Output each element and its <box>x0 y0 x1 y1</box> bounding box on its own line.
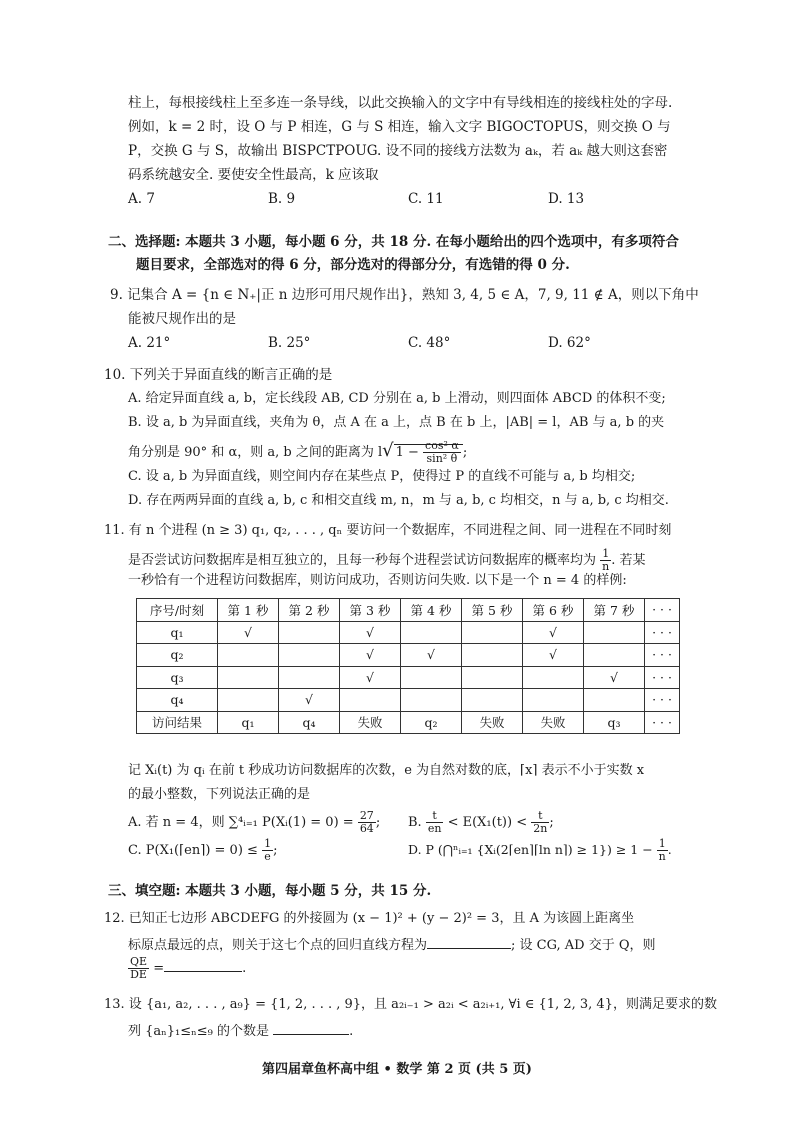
q10-option-d: D. 存在两两异面的直线 a, b, c 和相交直线 m, n，m 与 a, b, c 均相交，n 与 a, b, c 均相交. <box>128 493 669 508</box>
table-header-cell: 第 1 秒 <box>218 599 279 622</box>
table-cell: · · · <box>645 666 680 689</box>
q11-d-end: . <box>667 842 672 857</box>
sqrt-icon: √ <box>382 440 394 461</box>
q11-c-end: ; <box>273 843 278 858</box>
q10-option-b-2 <box>128 440 467 465</box>
q11-b-fraction-1 <box>426 810 444 835</box>
q12-line-2-end: ; 设 CG, AD 交于 Q，则 <box>511 938 656 953</box>
frac-numerator: 27 <box>359 809 374 822</box>
q11-line-2-end: . 若某 <box>611 553 646 568</box>
q11-line-2-text: 是否尝试访问数据库是相互独立的，且每一秒每个进程尝试访问数据库的概率均为 <box>128 553 597 568</box>
q11-line-1: 11. 有 n 个进程 (n ≥ 3) q₁, q₂, . . . , qₙ 要访问一个数据库，不同进程之间、同一进程在不同时刻 <box>104 523 672 538</box>
q9-option-d: D. 62° <box>548 335 591 351</box>
q11-option-b <box>408 810 554 835</box>
q11-b-fraction-2 <box>531 810 549 835</box>
frac-numerator: t <box>426 810 444 823</box>
table-header-row <box>137 599 680 622</box>
frac-denominator: n <box>658 850 666 863</box>
q13-line-1: 13. 设 {a₁, a₂, . . . , a₉} = {1, 2, . . . , 9}，且 a₂ᵢ₋₁ > a₂ᵢ < a₂ᵢ₊₁, ∀i ∈ {1, 2, 3, 4}，则满足要求的数 <box>104 997 717 1012</box>
table-cell: √ <box>218 621 279 644</box>
table-cell: √ <box>584 666 645 689</box>
table-header-cell: 第 3 秒 <box>340 599 401 622</box>
q12-line-2-text: 标原点最远的点，则关于这七个点的回归直线方程为 <box>128 938 428 953</box>
table-cell: q₂ <box>137 644 218 667</box>
q9-option-b: B. 25° <box>268 335 311 351</box>
q12-end: . <box>242 961 247 976</box>
table-cell <box>584 644 645 667</box>
table-cell: q₁ <box>218 711 279 734</box>
table-cell <box>462 644 523 667</box>
prob-fraction <box>600 548 611 573</box>
q11-b-mid: < E(X₁(t)) < <box>447 815 528 830</box>
q8-line-1: 柱上，每根接线柱上至多连一条导线，以此交换输入的文字中有导线相连的接线柱处的字母. <box>128 95 673 111</box>
table-cell: √ <box>523 644 584 667</box>
q11-a-end: ; <box>375 815 381 830</box>
q9-line-1: 9. 记集合 A = {n ∈ N₊|正 n 边形可用尺规作出}，熟知 3, 4, 5 ∈ A，7, 9, 11 ∉ A，则以下角中 <box>110 287 699 303</box>
table-cell: √ <box>523 621 584 644</box>
q8-line-2: 例如，k = 2 时，设 O 与 P 相连，G 与 S 相连，输入文字 BIGOCTOPUS，则交换 O 与 <box>128 119 671 135</box>
frac-denominator: en <box>427 822 442 835</box>
sqrt-prefix: 1 − <box>395 445 419 460</box>
q12-line-2 <box>128 934 656 955</box>
q8-line-4: 码系统越安全. 要使安全性最高，k 应该取 <box>128 167 379 183</box>
frac-denominator: 64 <box>359 822 374 835</box>
frac-numerator: 1 <box>657 838 668 851</box>
q8-line-3: P，交换 G 与 S，故输出 BISPCTPOUG. 设不同的接线方法数为 aₖ，若 aₖ 越大则这套密 <box>128 143 668 159</box>
table-cell <box>279 644 340 667</box>
table-row <box>137 689 680 712</box>
table-header-cell: 第 6 秒 <box>523 599 584 622</box>
section3-heading: 三、填空题: 本题共 3 小题，每小题 5 分，共 15 分. <box>108 883 432 899</box>
table-row <box>137 621 680 644</box>
frac-numerator: t <box>531 810 549 823</box>
table-cell <box>462 689 523 712</box>
table-cell: · · · <box>645 689 680 712</box>
q10-option-b-2-text: 角分别是 90° 和 α，则 a, b 之间的距离为 l <box>128 445 383 460</box>
table-cell <box>584 689 645 712</box>
table-row <box>137 644 680 667</box>
table-header-cell: 第 4 秒 <box>401 599 462 622</box>
q11-b-label: B. <box>408 815 422 830</box>
qe-de-fraction <box>128 956 149 981</box>
section2-heading-1: 二、选择题: 本题共 3 小题，每小题 6 分，共 18 分. 在每小题给出的四个选项中，有多项符合 <box>108 234 679 250</box>
q12-equals: = <box>153 961 165 976</box>
table-cell: q₄ <box>137 689 218 712</box>
q11-line-2 <box>128 548 646 573</box>
table-cell <box>462 666 523 689</box>
table-header-cell: 第 2 秒 <box>279 599 340 622</box>
q9-line-2: 能被尺规作出的是 <box>128 311 236 327</box>
q11-line-3: 一秒恰有一个进程访问数据库，则访问成功，否则访问失败. 以下是一个 n = 4 的样例: <box>128 573 627 588</box>
q9-option-a: A. 21° <box>128 335 171 351</box>
table-cell <box>218 644 279 667</box>
q11-option-d <box>408 838 672 863</box>
q12-line-3 <box>128 956 246 981</box>
cos-sin-fraction <box>423 440 461 465</box>
q8-option-a: A. 7 <box>128 191 155 207</box>
table-cell <box>218 666 279 689</box>
table-cell <box>279 621 340 644</box>
q10-option-a: A. 给定异面直线 a, b，定长线段 AB, CD 分别在 a, b 上滑动，则四面体 ABCD 的体积不变; <box>128 391 666 406</box>
frac-denominator: DE <box>130 968 147 981</box>
table-cell <box>279 666 340 689</box>
frac-numerator: 1 <box>600 548 611 561</box>
answer-blank[interactable] <box>164 957 242 972</box>
q11-option-a <box>128 810 380 835</box>
table-cell: · · · <box>645 711 680 734</box>
q11-after-2: 的最小整数，下列说法正确的是 <box>128 787 311 802</box>
q8-option-c: C. 11 <box>408 191 444 207</box>
table-cell <box>218 689 279 712</box>
table-cell: √ <box>340 666 401 689</box>
table-header-cell: 第 5 秒 <box>462 599 523 622</box>
frac-denominator: sin² θ <box>426 452 458 465</box>
q11-a-text: A. 若 n = 4，则 ∑⁴ᵢ₌₁ P(Xᵢ(1) = 0) = <box>128 815 354 830</box>
q10-option-b-1: B. 设 a, b 为异面直线，夹角为 θ，点 A 在 a 上，点 B 在 b 上，|AB| = l，AB 与 a, b 的夹 <box>128 415 665 430</box>
table-row <box>137 711 680 734</box>
table-cell <box>401 666 462 689</box>
q11-d-fraction <box>657 838 668 863</box>
table-cell: √ <box>401 644 462 667</box>
answer-blank[interactable] <box>273 1020 349 1035</box>
table-row <box>137 666 680 689</box>
table-cell: 失败 <box>340 711 401 734</box>
q10-b-end: ; <box>462 445 468 460</box>
sqrt-body <box>394 439 463 465</box>
table-cell: q₄ <box>279 711 340 734</box>
q11-b-end: ; <box>549 815 554 830</box>
q11-a-fraction <box>358 810 376 835</box>
table-cell <box>340 689 401 712</box>
frac-numerator: 1 <box>264 837 272 850</box>
table-cell <box>462 621 523 644</box>
q8-option-b: B. 9 <box>268 191 296 207</box>
q10-stem: 10. 下列关于异面直线的断言正确的是 <box>104 367 333 383</box>
frac-denominator: e <box>264 850 271 863</box>
table-header-cell: 序号/时刻 <box>137 599 218 622</box>
table-cell: · · · <box>645 621 680 644</box>
q13-line-2 <box>128 1020 353 1041</box>
table-cell <box>584 621 645 644</box>
frac-numerator: QE <box>130 955 148 968</box>
table-cell: √ <box>340 644 401 667</box>
table-cell <box>401 621 462 644</box>
table-header-cell: 第 7 秒 <box>584 599 645 622</box>
table-cell <box>523 666 584 689</box>
q13-end: . <box>349 1024 354 1039</box>
table-cell <box>401 689 462 712</box>
q11-c-text: C. P(X₁(⌈en⌉) = 0) ≤ <box>128 843 258 858</box>
frac-denominator: 2n <box>533 822 548 835</box>
table-cell <box>523 689 584 712</box>
q8-option-d: D. 13 <box>548 191 585 207</box>
q11-option-c <box>128 838 277 863</box>
q11-c-fraction <box>262 838 273 863</box>
table-cell: q₃ <box>584 711 645 734</box>
table-cell: √ <box>340 621 401 644</box>
table-cell: q₁ <box>137 621 218 644</box>
sample-table <box>136 598 680 734</box>
q9-option-c: C. 48° <box>408 335 451 351</box>
answer-blank[interactable] <box>427 934 511 949</box>
table-cell: q₂ <box>401 711 462 734</box>
q12-line-1: 12. 已知正七边形 ABCDEFG 的外接圆为 (x − 1)² + (y − 2)² = 3，且 A 为该圆上距离坐 <box>104 911 635 926</box>
table-cell: 访问结果 <box>137 711 218 734</box>
table-cell: √ <box>279 689 340 712</box>
q13-line-2-text: 列 {aₙ}₁≤ₙ≤₉ 的个数是 <box>128 1024 270 1039</box>
table-cell: · · · <box>645 644 680 667</box>
table-header-cell: · · · <box>645 599 680 622</box>
q10-option-c: C. 设 a, b 为异面直线，则空间内存在某些点 P，使得过 P 的直线不可能与 a, b 均相交; <box>128 469 636 484</box>
page-footer: 第四届章鱼杯高中组 • 数学 第 2 页 (共 5 页) <box>262 1062 532 1077</box>
q11-after-1: 记 Xᵢ(t) 为 qᵢ 在前 t 秒成功访问数据库的次数，e 为自然对数的底，⌈x⌉ 表示不小于实数 x <box>128 763 645 778</box>
table-cell: 失败 <box>523 711 584 734</box>
q11-d-text: D. P (⋂ⁿᵢ₌₁ {Xᵢ(2⌈en⌉⌈ln n⌉) ≥ 1}) ≥ 1 − <box>408 842 653 857</box>
frac-numerator: cos² α <box>425 439 459 452</box>
frac-denominator: n <box>602 560 610 573</box>
table-cell: 失败 <box>462 711 523 734</box>
section2-heading-2: 题目要求，全部选对的得 6 分，部分选对的得部分分，有选错的得 0 分. <box>136 257 570 273</box>
table-cell: q₃ <box>137 666 218 689</box>
